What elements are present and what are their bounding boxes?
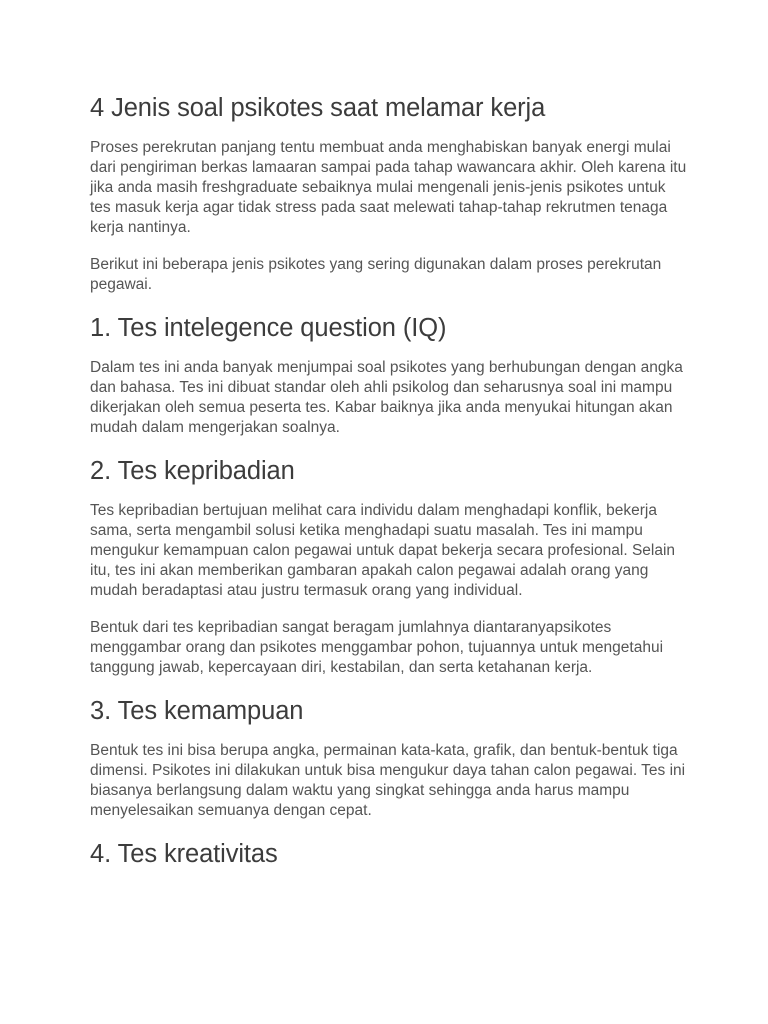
document-page xyxy=(90,92,690,884)
section-paragraph: Tes kepribadian bertujuan melihat cara individu dalam menghadapi konflik, bekerja sama, serta mengambil solusi ketika menghadapi suatu masalah. Tes ini mampu mengukur kemampuan calon pegawai untuk dapat bekerja secara profesional. Selain itu, tes ini akan memberikan gambaran apakah calon pegawai adalah orang yang mudah beradaptasi atau justru termasuk orang yang individual. xyxy=(90,502,676,599)
section-heading-kemampuan: 3. Tes kemampuan xyxy=(90,697,304,725)
article-title: 4 Jenis soal psikotes saat melamar kerja xyxy=(90,94,546,122)
intro-paragraph: Berikut ini beberapa jenis psikotes yang sering digunakan dalam proses perekrutan pegawai. xyxy=(90,256,662,293)
section-heading-kreativitas: 4. Tes kreativitas xyxy=(90,840,278,868)
section-paragraph: Bentuk dari tes kepribadian sangat beragam jumlahnya diantaranyapsikotes menggambar orang dan psikotes menggambar pohon, tujuannya untuk mengetahui tanggung jawab, kepercayaan diri, kestabilan, dan serta ketahanan kerja. xyxy=(90,619,664,676)
section-paragraph: Dalam tes ini anda banyak menjumpai soal psikotes yang berhubungan dengan angka dan bahasa. Tes ini dibuat standar oleh ahli psikolog dan seharusnya soal ini mampu dikerjakan oleh semua peserta tes. Kabar baiknya jika anda menyukai hitungan akan mudah dalam mengerjakan soalnya. xyxy=(90,359,683,436)
section-heading-iq: 1. Tes intelegence question (IQ) xyxy=(90,314,447,342)
section-heading-kepribadian: 2. Tes kepribadian xyxy=(90,457,295,485)
intro-paragraph: Proses perekrutan panjang tentu membuat anda menghabiskan banyak energi mulai dari pengiriman berkas lamaaran sampai pada tahap wawancara akhir. Oleh karena itu jika anda masih freshgraduate sebaiknya mulai mengenali jenis-jenis psikotes untuk tes masuk kerja agar tidak stress pada saat melewati tahap-tahap rekrutmen tenaga kerja nantinya. xyxy=(90,139,687,236)
section-paragraph: Bentuk tes ini bisa berupa angka, permainan kata-kata, grafik, dan bentuk-bentuk tiga dimensi. Psikotes ini dilakukan untuk bisa mengukur daya tahan calon pegawai. Tes ini biasanya berlangsung dalam waktu yang singkat sehingga anda harus mampu menyelesaikan semuanya dengan cepat. xyxy=(90,742,686,819)
